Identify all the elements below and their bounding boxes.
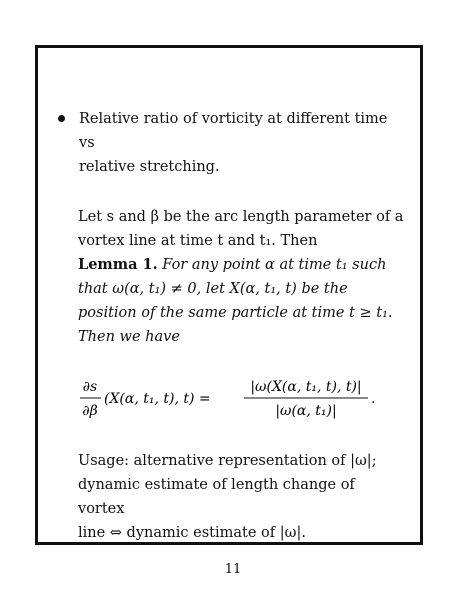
rhs-denominator: |ω(α, t₁)| xyxy=(275,403,337,419)
lemma-line-3: position of the same particle at time t ≥ t₁. xyxy=(78,305,393,321)
lhs-denominator: ∂β xyxy=(82,403,98,419)
bullet-line-1: Relative ratio of vorticity at different time vs xyxy=(79,111,388,151)
lemma-text-1: For any point α at time t₁ such xyxy=(162,257,387,273)
bullet-text xyxy=(79,107,404,179)
usage-line-1: Usage: alternative representation of |ω|; xyxy=(78,453,377,469)
lemma-line-2: that ω(α, t₁) ≠ 0, let X(α, t₁, t) be the xyxy=(78,281,348,297)
bullet-item xyxy=(44,107,404,179)
rhs-numerator: |ω(X(α, t₁, t), t)| xyxy=(250,379,362,395)
lemma-line-4: Then we have xyxy=(78,329,180,345)
usage-line-2: dynamic estimate of length change of vortex xyxy=(78,477,355,517)
lemma-block xyxy=(78,253,404,349)
intro-line-2: vortex line at time t and t₁. Then xyxy=(78,233,318,249)
lemma-title: Lemma 1. xyxy=(78,256,158,273)
lemma-line-1 xyxy=(78,253,404,277)
equation-period: . xyxy=(371,391,376,407)
page-number: 11 xyxy=(224,562,242,577)
equation-svg xyxy=(78,369,398,427)
bullet-line-2: relative stretching. xyxy=(79,159,220,175)
intro-paragraph xyxy=(78,205,404,253)
lhs-arguments: (X(α, t₁, t), t) = xyxy=(104,391,211,407)
intro-line-1: Let s and β be the arc length parameter of a xyxy=(78,209,404,225)
usage-paragraph xyxy=(78,449,404,545)
slide-content xyxy=(44,107,404,545)
lhs-numerator: ∂s xyxy=(82,379,98,395)
usage-line-3: line ⇔ dynamic estimate of |ω|. xyxy=(78,525,306,541)
lemma-equation xyxy=(78,369,404,427)
bullet-dot-icon xyxy=(58,115,65,122)
